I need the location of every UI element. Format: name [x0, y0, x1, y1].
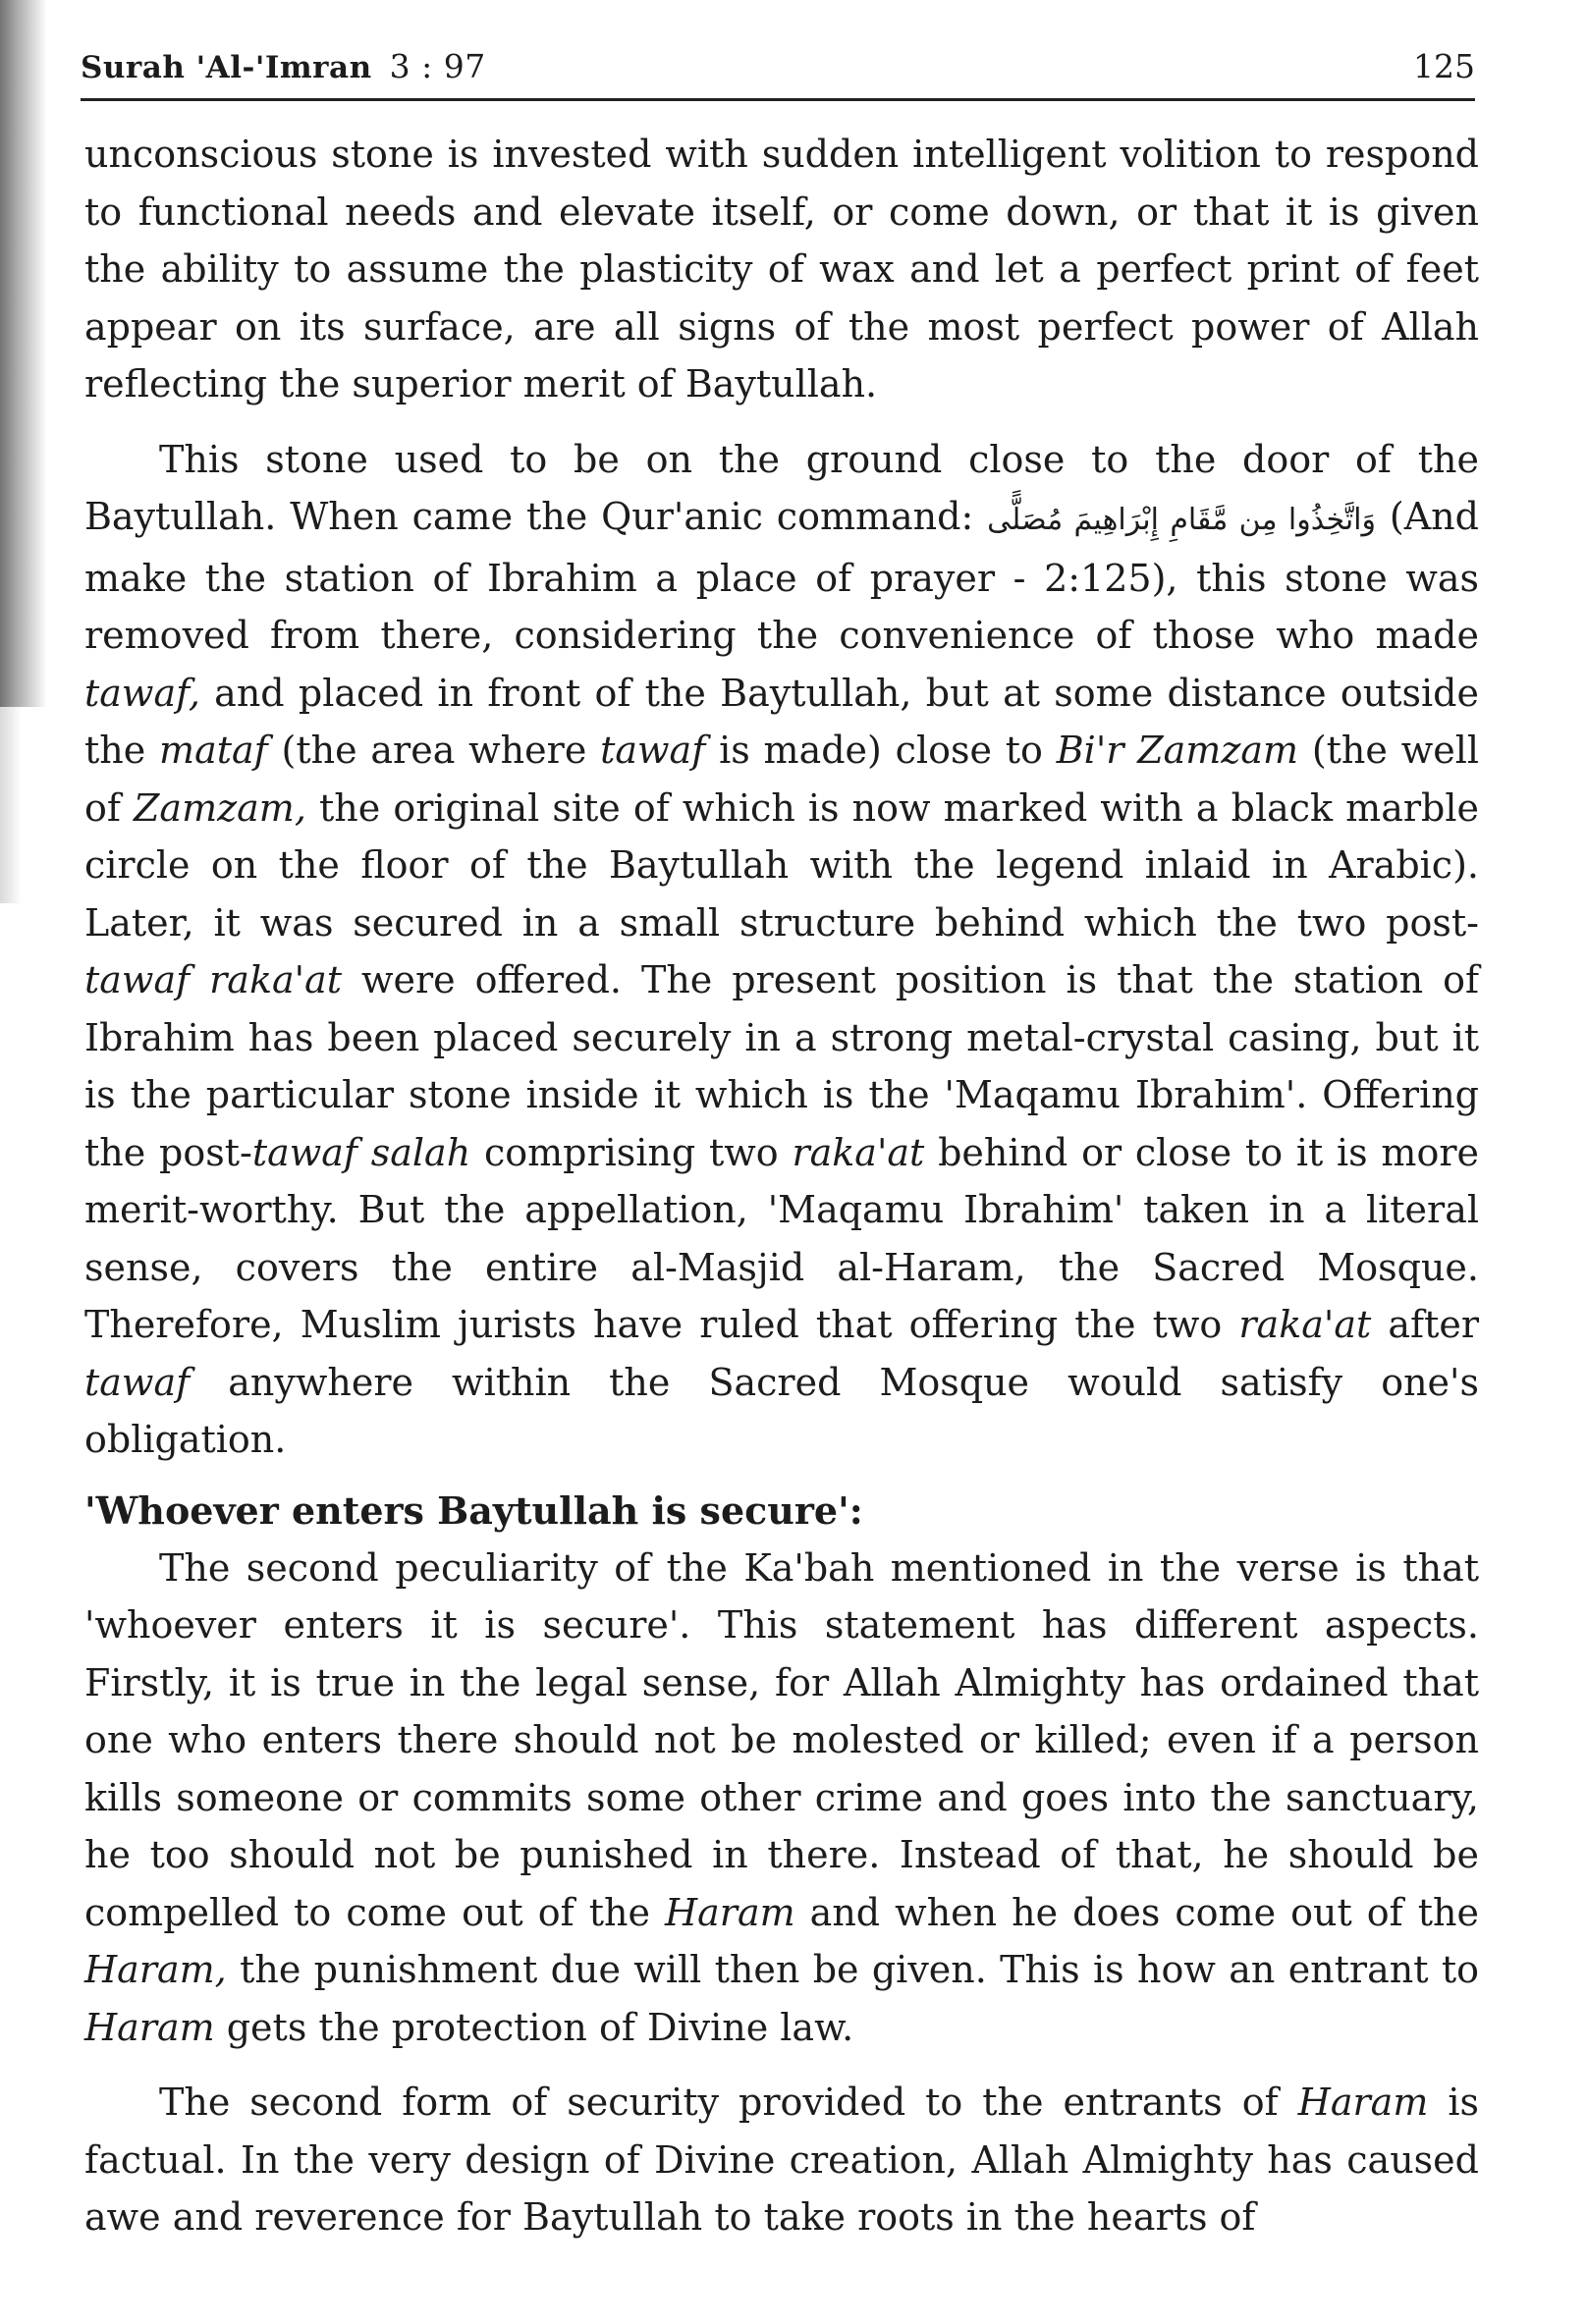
text-run: comprising two — [470, 1130, 793, 1174]
italic-term: tawaf — [600, 729, 706, 772]
header-rule — [81, 98, 1475, 101]
text-run: behind or close to it is more merit-worthy. But the appellation, 'Maqamu Ibrahim' taken in a literal sense, covers the entire al-Masjid al-Haram, the Sacred Mosque. Therefore, Muslim jurists have ruled that offering the two — [84, 1130, 1479, 1346]
page-body — [84, 126, 1479, 2246]
italic-term: Haram — [664, 1890, 795, 1934]
italic-term: Bi'r Zamzam — [1056, 729, 1299, 772]
italic-term: tawaf raka'at — [84, 958, 343, 1001]
paragraph-1: unconscious stone is invested with sudden intelligent volition to respond to functional needs and elevate itself, or come down, or that it is given the ability to assume the plasticity of wax and let a perfect print of feet appear on its surface, are all signs of the most perfect power of Allah reflecting the superior merit of Baytullah. — [84, 133, 1479, 405]
running-header — [81, 39, 1475, 98]
text-run: is made) close to — [705, 729, 1057, 772]
text-run: the original site of which is now marked with a black marble circle on the floor of the Baytullah with the legend inlaid in Arabic). Later, it was secured in a small structure behind which the two post- — [84, 785, 1479, 945]
italic-term: tawaf salah — [251, 1130, 471, 1174]
italic-term: Haram, — [84, 1948, 227, 1991]
surah-name: Surah 'Al-'Imran — [81, 50, 372, 85]
text-run: (the well of — [84, 729, 1480, 830]
text-run: is factual. In the very design of Divine creation, Allah Almighty has caused awe and reverence for Baytullah to take roots in the hearts of — [84, 2081, 1479, 2239]
text-run: and when he does come out of the — [794, 1890, 1479, 1934]
section-heading: 'Whoever enters Baytullah is secure': — [84, 1487, 863, 1533]
text-run: (And make the station of Ibrahim a place of prayer - 2:125), this stone was removed from there, considering the convenience of those who made — [84, 495, 1479, 657]
surah-title — [81, 47, 486, 85]
italic-term: Zamzam, — [134, 785, 306, 830]
text-run: The second form of security provided to the entrants of — [159, 2081, 1298, 2124]
scan-shadow-edge-lower — [0, 707, 22, 903]
text-run: This stone used to be on the ground close to the door of the Baytullah. When came the Qur'anic command: — [84, 437, 1479, 538]
italic-term: Haram — [1297, 2081, 1429, 2124]
italic-term: mataf — [159, 729, 268, 772]
text-run: after — [1371, 1303, 1479, 1346]
text-run: The second peculiarity of the Ka'bah mentioned in the verse is that 'whoever enters it is secure'. This statement has different aspects. Firstly, it is true in the legal sense, for Allah Almighty has ordained that one who enters there should not be molested or killed; even if a person kills someone or commits some other crime and goes into the sanctuary, he too should not be punished in there. Instead of that, he should be compelled to come out of the — [84, 1545, 1479, 1934]
scan-shadow-edge — [0, 0, 47, 707]
paragraph-2 — [84, 431, 1479, 1469]
italic-term: raka'at — [1238, 1303, 1372, 1346]
text-run: the punishment due will then be given. This is how an entrant to — [226, 1948, 1479, 1991]
text-run: anywhere within the Sacred Mosque would satisfy one's obligation. — [84, 1360, 1479, 1461]
text-run: (the area where — [267, 729, 601, 772]
text-run: and placed in front of the Baytullah, but at some distance outside the — [84, 671, 1479, 772]
paragraph-4 — [84, 2074, 1479, 2246]
text-run: were offered. The present position is that the station of Ibrahim has been placed securely in a strong metal-crystal casing, but it is the particular stone inside it which is the 'Maqamu Ibrahim'. Offering the post- — [84, 958, 1480, 1174]
page-number: 125 — [1413, 47, 1475, 85]
italic-term: raka'at — [792, 1130, 925, 1174]
verse-reference: 3 : 97 — [389, 47, 486, 85]
italic-term: Haram — [84, 2005, 215, 2049]
arabic-quote: وَاتَّخِذُوا مِن مَّقَامِ إِبْرَاهِيمَ مُصَلًّى — [987, 503, 1377, 537]
text-run: gets the protection of Divine law. — [214, 2005, 854, 2049]
paragraph-3 — [84, 1540, 1479, 2057]
italic-term: tawaf — [84, 1360, 191, 1404]
italic-term: tawaf, — [84, 671, 200, 715]
